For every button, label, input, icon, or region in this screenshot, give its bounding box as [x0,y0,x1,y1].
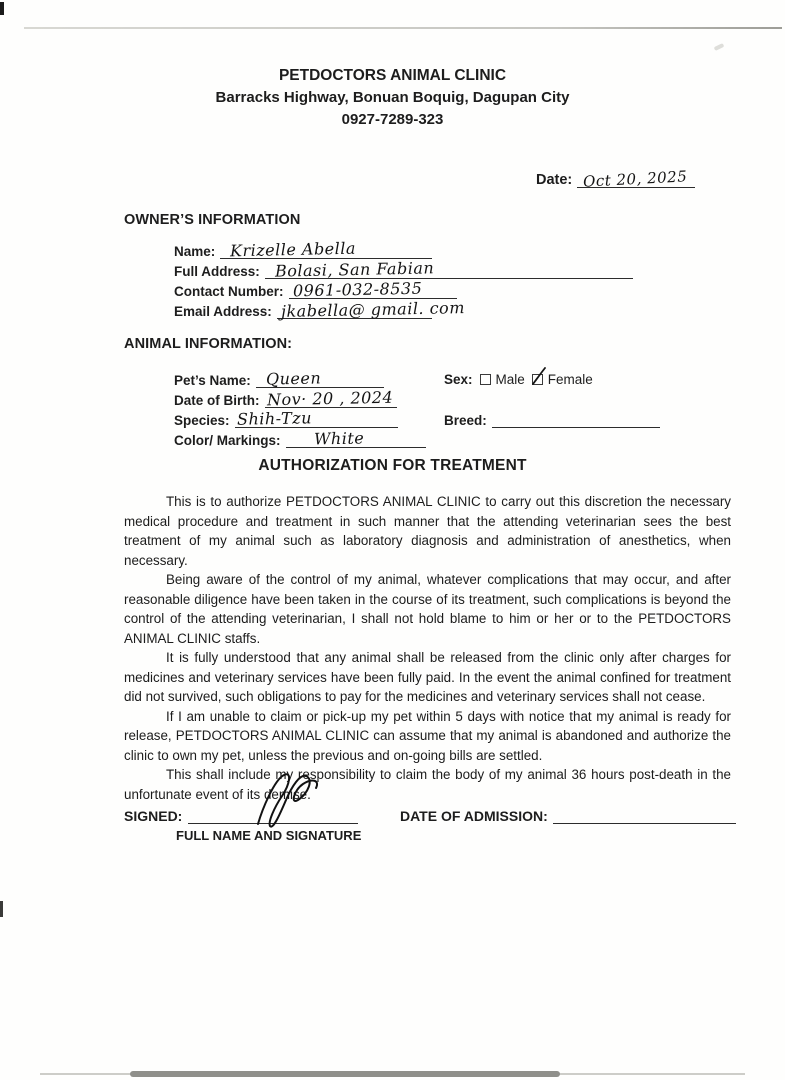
owner-email-field [174,298,465,321]
owner-email-value-handwritten: jkabella@ gmail. com [280,298,465,321]
pet-dob-label: Date of Birth: [174,393,260,408]
date-value-handwritten: Oct 20, 2025 [582,167,688,191]
clinic-header [0,64,785,131]
sex-field [444,372,593,387]
authorization-body [124,492,731,804]
male-checkbox [480,374,491,385]
clinic-name: PETDOCTORS ANIMAL CLINIC [278,67,507,84]
owner-name-label: Name: [174,244,216,259]
pet-color-value-handwritten: White [313,428,364,449]
female-checkmark [532,366,550,386]
authorization-paragraph-5: This shall include my responsibility to claim the body of my animal 36 hours post-death in the unfortunate event of its demise. [124,767,731,802]
breed-label: Breed: [444,413,487,428]
owner-name-field [174,238,432,261]
owner-name-value-handwritten: Krizelle Abella [230,238,357,261]
pet-dob-value-handwritten: Nov· 20 , 2024 [266,387,393,410]
pet-color-field [174,428,426,449]
pet-name-value-handwritten: Queen [265,368,322,389]
pet-dob-field [174,387,397,410]
scan-artifact-smudge [714,43,725,51]
pet-color-label: Color/ Markings: [174,433,281,448]
owner-address-label: Full Address: [174,264,260,279]
sex-label: Sex: [444,372,473,387]
admission-date-label: DATE OF ADMISSION: [400,808,548,824]
owner-contact-value-handwritten: 0961-032-8535 [292,278,422,301]
animal-section-heading: ANIMAL INFORMATION: [124,336,293,352]
owner-contact-field [174,278,457,301]
signature-line [188,808,358,824]
pet-name-label: Pet’s Name: [174,373,251,388]
female-checkbox [532,374,543,385]
owner-contact-label: Contact Number: [174,284,284,299]
pet-species-label: Species: [174,413,230,428]
scan-artifact-bottom-shadow [130,1071,560,1077]
pet-species-field [174,408,398,429]
female-label: Female [547,372,593,387]
date-label: Date: [536,172,573,188]
clinic-address: Barracks Highway, Bonuan Boquig, Dagupan City [215,89,570,106]
date-field [536,167,695,191]
breed-field [444,412,660,428]
signature-caption: FULL NAME AND SIGNATURE [176,828,362,843]
signature-scribble [240,770,350,828]
pet-species-value-handwritten: Shih-Tzu [236,408,312,429]
authorization-heading: AUTHORIZATION FOR TREATMENT [258,457,527,474]
scan-artifact-top-edge [24,27,782,29]
signed-label: SIGNED: [124,808,183,824]
authorization-paragraph-1: This is to authorize PETDOCTORS ANIMAL CLINIC to carry out this discretion the necessary medical procedure and treatment in such manner that the attending veterinarian sees the best treatment of my animal such as laboratory diagnosis and administration of anesthetics, when necessary. [124,494,731,568]
authorization-paragraph-3: It is fully understood that any animal shall be released from the clinic only after charges for medicines and veterinary services have been fully paid. In the event the animal confined for treatment did not survived, such obligations to pay for the medicines and veterinary services shall not cease. [124,650,731,704]
admission-date-field [400,808,736,824]
scan-artifact-corner [0,2,4,15]
owner-email-label: Email Address: [174,304,272,319]
owner-section-heading: OWNER’S INFORMATION [124,212,301,228]
owner-address-value-handwritten: Bolasi, San Fabian [274,258,435,281]
authorization-paragraph-2: Being aware of the control of my animal, whatever complications that may occur, and after reasonable diligence have been taken in the course of its treatment, such complications is beyond the control of the attending veterinarian, I shall not hold blame to him or her or to the PETDOCTORS ANIMAL CLINIC staffs. [124,572,731,646]
authorization-paragraph-4: If I am unable to claim or pick-up my pet within 5 days with notice that my animal is ready for release, PETDOCTORS ANIMAL CLINIC can assume that my animal is abandoned and authorize the clinic to own my pet, unless the previous and on-going bills are settled. [124,708,731,763]
signed-field [124,808,358,824]
clinic-phone: 0927-7289-323 [341,111,444,128]
pet-name-field [174,368,384,389]
owner-address-field [174,258,633,281]
scan-artifact-left-edge [0,901,3,917]
male-label: Male [495,372,525,387]
